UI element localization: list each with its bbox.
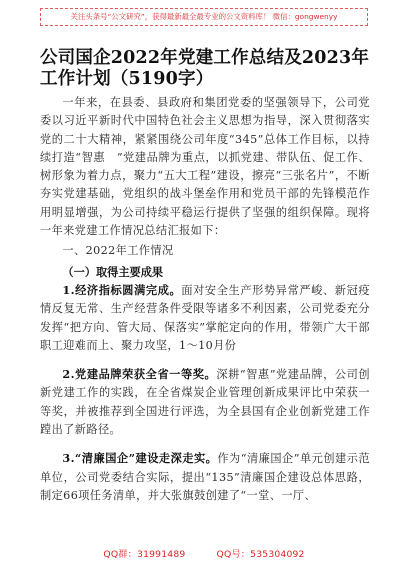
item-1-paragraph — [40, 281, 370, 355]
item-3-paragraph — [40, 449, 370, 505]
footer-qq: QQ号：535304092 — [216, 549, 305, 560]
paragraph-gap — [40, 439, 370, 449]
subsection-heading: （一）取得主要成果 — [62, 264, 164, 279]
item-1-text: 面对安全生产形势异常严峻、新冠疫情反复无常、生产经营条件受限等诸多不利因素，公司党委充分发挥“把方向、管大局、保落实”掌舵定向的作用，带领广大干部职工迎难而上、聚力攻坚，1～10月份 — [40, 283, 370, 352]
page-footer — [0, 546, 408, 560]
item-2-paragraph — [40, 365, 370, 439]
document-title: 公司国企2022年党建工作总结及2023年工作计划（5190字） — [40, 48, 370, 89]
document-body — [40, 94, 370, 505]
promo-banner: 关注头条号“公文研究”，获得最新最全最专业的公文资料库！ 微信：gongwenyy — [40, 8, 368, 26]
section-heading: 一、2022年工作情况 — [62, 244, 174, 258]
footer-qq-group: QQ群：31991489 — [103, 549, 186, 560]
item-3-lead: 3.“清廉国企”建设走深走实。 — [62, 451, 218, 466]
intro-paragraph: 一年来，在县委、县政府和集团党委的坚强领导下，公司党委以习近平新时代中国特色社会主义思想为指导，深入贯彻落实党的二十大精神，紧紧围绕公司年度“345”总体工作目标，以持续打造“智惠 ”党建品牌为重点，以抓党建、带队伍、促工作、树形象为着力点，聚力“五大工程”建设，擦亮“三张名片”，不断夯实党建基础，党组织的战斗堡垒作用和党员干部的先锋模范作用明显增强，为公司持续平稳运行提供了坚强的组织保障。现将一年来党建工作情况总结汇报如下： — [40, 96, 370, 238]
item-3-text: 作为“清廉国企”单元创建示范单位，公司党委结合实际，提出“135”清廉国企建设总体思路，制定66项任务清单，并大张旗鼓创建了“一堂、一厅、 — [40, 452, 370, 502]
item-2-lead: 2.党建品牌荣获全省一等奖。 — [62, 367, 217, 382]
item-2-text: 深耕“智惠”党建品牌，公司创新党建工作的实践，在全省煤炭企业管理创新成果评比中荣获一等奖，并被推荐到全国进行评选，为全县国有企业创新党建工作蹚出了新路径。 — [40, 368, 370, 437]
paragraph-gap — [40, 355, 370, 365]
item-1-lead: 1.经济指标圆满完成。 — [62, 282, 182, 297]
